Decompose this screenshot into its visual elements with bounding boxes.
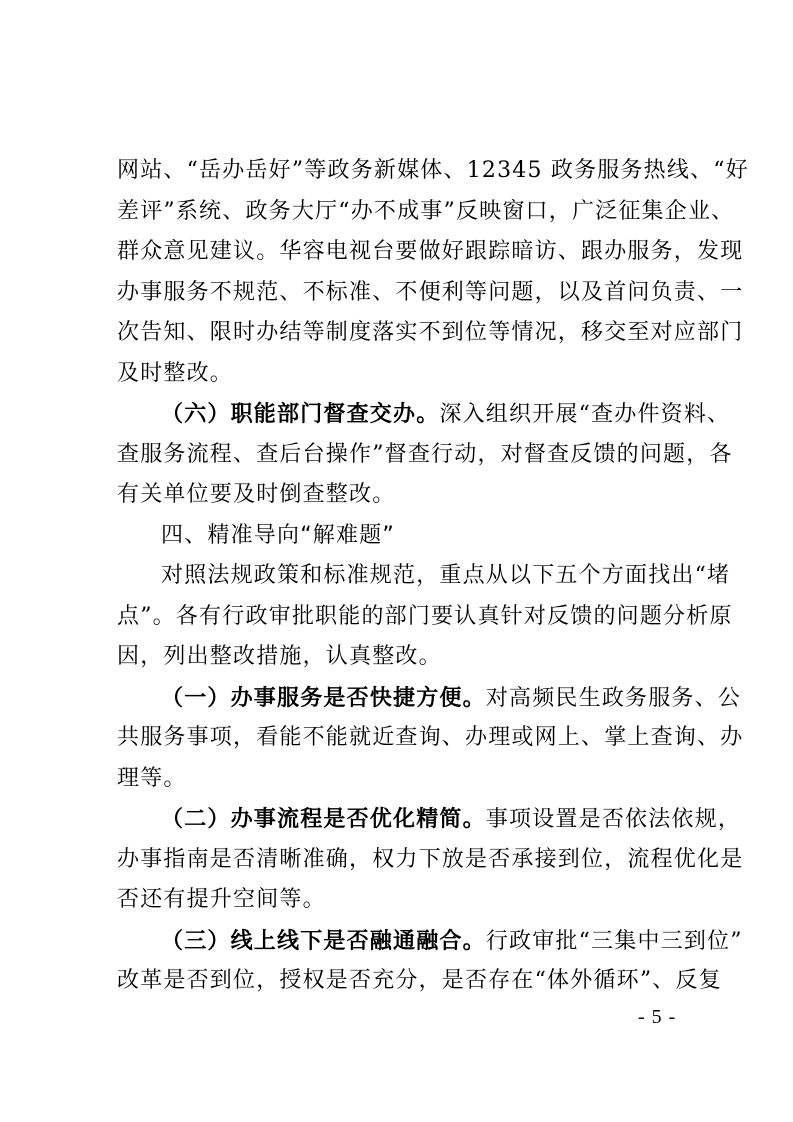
text-line: 次告知、限时办结等制度落实不到位等情况，移交至对应部门 [117,320,744,345]
text-line: 共服务事项，看能不能就近查询、办理或网上、掌上查询、办 [117,725,744,750]
paragraph-text: 对高频民生政务服务、公 [485,685,742,711]
paragraph-text: 深入组织开展“查办件资料、 [439,402,731,427]
paragraph-four-intro [117,556,733,678]
paragraph-heading: （六）职能部门督查交办。 [161,401,440,427]
document-body [117,151,749,1002]
paragraph-heading: （一）办事服务是否快捷方便。 [161,684,486,711]
section-title: 四、精准导向“解难题” [161,522,395,548]
paragraph-text: 事项设置是否依法依规， [485,807,742,832]
text-line: 对照法规政策和标准规范，重点从以下五个方面找出“堵 [161,563,731,588]
text-line [117,799,742,840]
text-line: 否还有提升空间等。 [117,887,326,912]
text-line: 理等。 [117,765,187,791]
paragraph-heading: （二）办事流程是否优化精简。 [161,806,486,832]
paragraph-heading: （三）线上线下是否融通融合。 [161,927,486,954]
text-line: 网站、“岳办岳好”等政务新媒体、12345 政务服务热线、“好 [117,158,749,183]
text-line: 点”。各有行政审批职能的部门要认真针对反馈的问题分析原 [117,603,733,629]
text-line: 因，列出整改措施，认真整改。 [117,644,442,669]
text-line [117,678,742,719]
text-line: 差评”系统、政务大厅“办不成事”反映窗口，广泛征集企业、 [117,198,735,224]
paragraph-text: 行政审批“三集中三到位” [485,928,743,954]
text-line [117,394,731,435]
paragraph-six [117,394,733,516]
text-line: 办事指南是否清晰准确，权力下放是否承接到位，流程优化是 [117,846,744,872]
text-line [117,921,743,962]
text-line: 有关单位要及时倒查整改。 [117,482,396,507]
text-line: 办事服务不规范、不标准、不便利等问题，以及首问负责、一 [117,279,744,305]
paragraph-two [117,799,744,921]
paragraph-three [117,921,743,1002]
section-four-heading [117,516,683,557]
text-line: 查服务流程、查后台操作”督查行动，对督查反馈的问题，各 [117,441,733,467]
page-number: - 5 - [638,1006,677,1028]
text-line: 群众意见建议。华容电视台要做好跟踪暗访、跟办服务，发现 [117,239,744,264]
text-line: 及时整改。 [117,360,234,386]
paragraph-one [117,678,744,800]
text-line: 改革是否到位，授权是否充分，是否存在“体外循环”、反复 [117,968,722,993]
paragraph-intro [117,151,749,394]
